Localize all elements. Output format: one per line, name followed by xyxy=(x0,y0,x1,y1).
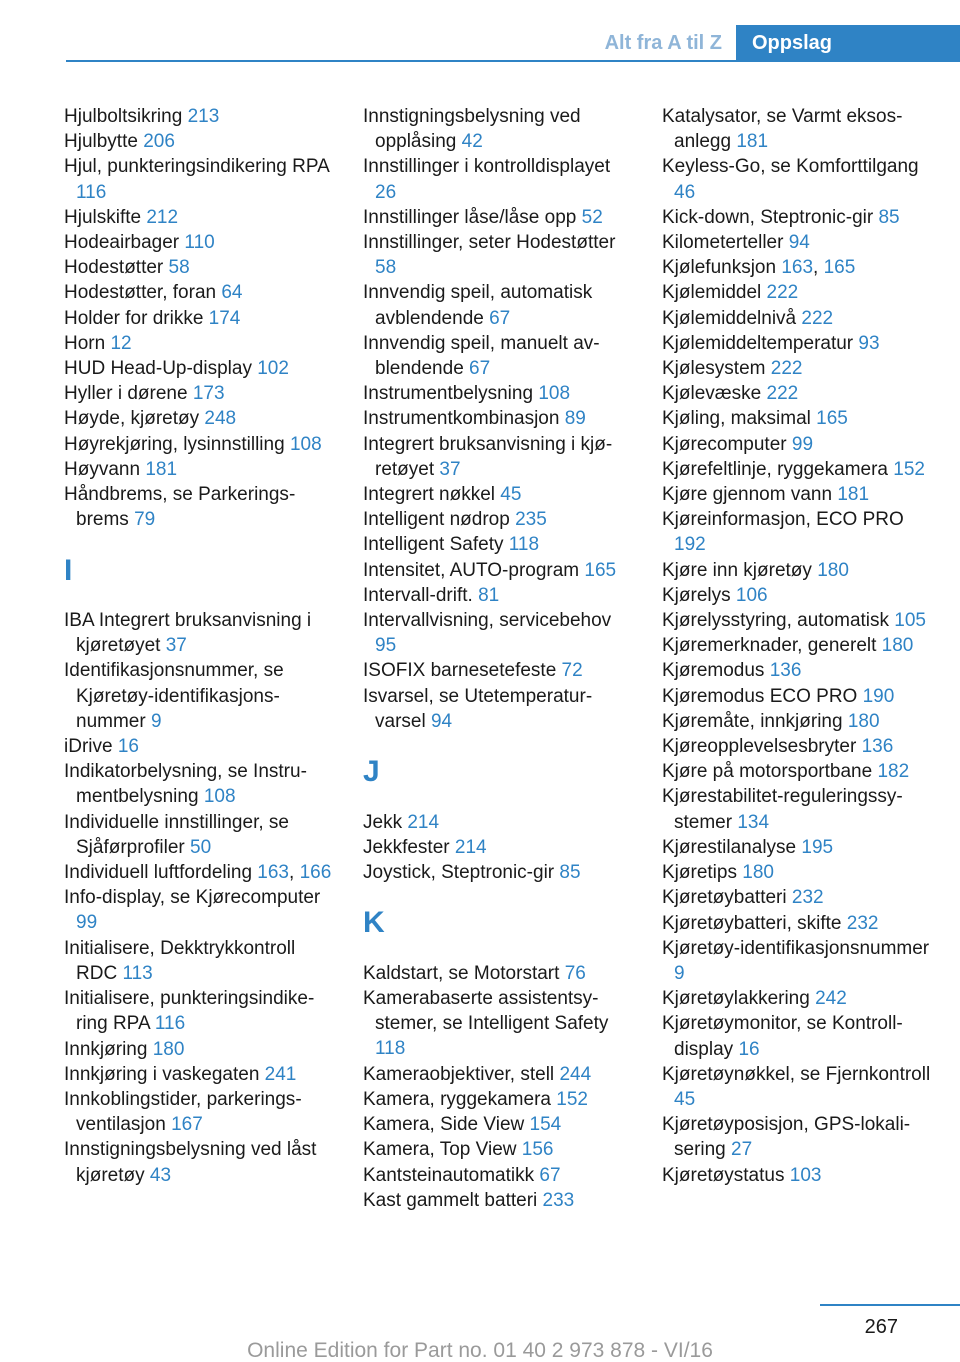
index-entry xyxy=(64,986,334,1036)
index-entry xyxy=(64,356,334,381)
page-link[interactable]: 136 xyxy=(769,660,802,682)
index-entry xyxy=(64,432,334,457)
page-link[interactable]: 37 xyxy=(439,458,461,480)
index-entry xyxy=(363,1112,635,1137)
entry-term: Horn xyxy=(64,332,106,354)
page-link[interactable]: 67 xyxy=(489,307,511,329)
page-link[interactable]: 108 xyxy=(203,786,236,808)
section-letter: I xyxy=(64,553,73,587)
entry-term: Kjørelysstyring, automatisk xyxy=(662,610,890,632)
index-entry xyxy=(363,1062,635,1087)
index-entry xyxy=(363,810,635,835)
page-link[interactable]: 163 xyxy=(781,257,814,279)
page-link[interactable]: 105 xyxy=(894,610,926,632)
index-entry xyxy=(363,154,635,204)
section-letter: K xyxy=(363,906,385,940)
entry-term: Kameraobjektiver, stell xyxy=(363,1063,555,1085)
index-entry xyxy=(662,1062,938,1112)
page-link[interactable]: 89 xyxy=(564,408,586,430)
index-entry xyxy=(363,507,635,532)
index-entry xyxy=(64,255,334,280)
index-entry xyxy=(662,784,938,834)
page-link[interactable]: 27 xyxy=(731,1139,753,1161)
entry-term: IBA Integrert bruksanvisning i kjøretøyet xyxy=(64,610,312,657)
index-entry xyxy=(64,457,334,482)
index-entry xyxy=(662,104,938,154)
page-link[interactable]: 76 xyxy=(564,962,586,984)
entry-term: Keyless-Go, se Komforttilgang xyxy=(662,156,919,178)
entry-term: HUD Head-Up-display xyxy=(64,358,252,380)
page-link[interactable]: 110 xyxy=(184,232,215,254)
index-entry xyxy=(64,406,334,431)
index-entry xyxy=(363,381,635,406)
index-entry xyxy=(662,457,938,482)
page-link[interactable]: 152 xyxy=(893,458,925,480)
index-entry xyxy=(363,558,635,583)
page-link[interactable]: 99 xyxy=(76,912,98,934)
page-link[interactable]: 214 xyxy=(454,836,487,858)
page-link[interactable]: 206 xyxy=(143,131,175,153)
entry-term: Kjøretøybatteri xyxy=(662,887,787,909)
footer-watermark: Online Edition for Part no. 01 40 2 973 878 - VI/16 xyxy=(247,1339,713,1362)
index-entry xyxy=(662,507,938,557)
page-link[interactable]: 163 xyxy=(257,862,289,884)
entry-term: Initialisere, Dekktrykkontroll RDC xyxy=(64,937,296,984)
page-link[interactable]: 180 xyxy=(152,1038,185,1060)
page-link[interactable]: 79 xyxy=(134,509,156,531)
index-column-1 xyxy=(64,104,334,1188)
entry-term: Kjølesystem xyxy=(662,358,766,380)
entry-term: Kjøretøy-identifikasjonsnummer xyxy=(662,937,930,959)
entry-term: Kjøretøymonitor, se Kontrolldisplay xyxy=(662,1013,903,1060)
index-entry xyxy=(363,684,635,734)
index-entry xyxy=(64,1137,334,1187)
index-entry xyxy=(64,306,334,331)
index-entry xyxy=(363,860,635,885)
index-entry xyxy=(363,1188,635,1213)
page-link[interactable]: 166 xyxy=(299,862,332,884)
page-link[interactable]: 222 xyxy=(770,358,803,380)
page-link[interactable]: 174 xyxy=(208,307,241,329)
index-entry xyxy=(363,406,635,431)
index-entry xyxy=(363,1163,635,1188)
index-entry xyxy=(662,356,938,381)
page-link[interactable]: 222 xyxy=(766,383,799,405)
page-link[interactable]: 99 xyxy=(791,433,814,455)
entry-term: Holder for drikke xyxy=(64,307,204,329)
page-link[interactable]: 9 xyxy=(150,710,162,732)
page-link[interactable]: 222 xyxy=(801,307,834,329)
entry-term: Jekkfester xyxy=(363,836,450,858)
page-link[interactable]: 94 xyxy=(430,710,453,732)
section-letter: J xyxy=(363,755,380,789)
entry-term: Indikatorbelysning, se Instrumentbelysning xyxy=(64,761,307,808)
entry-term: Kaldstart, se Motorstart xyxy=(363,962,560,984)
page-link[interactable]: 214 xyxy=(407,811,440,833)
page-link[interactable]: 180 xyxy=(847,710,880,732)
entry-term: Instrumentbelysning xyxy=(363,383,534,405)
page-link[interactable]: 180 xyxy=(817,559,849,581)
entry-term: Kjøretøynøkkel, se Fjernkontroll xyxy=(662,1063,931,1085)
index-entry xyxy=(64,280,334,305)
entry-term: iDrive xyxy=(64,736,113,758)
page-link[interactable]: 95 xyxy=(375,635,397,657)
entry-term: Intervallvisning, servicebehov xyxy=(363,610,612,632)
page-link[interactable]: 181 xyxy=(736,131,769,153)
index-entry xyxy=(64,759,334,809)
page-link[interactable]: 108 xyxy=(538,383,571,405)
page-link[interactable]: 222 xyxy=(766,282,799,304)
entry-term: Identifikasjonsnummer, se Kjøretøy-identifikasjonsnummer xyxy=(64,660,284,732)
page-link[interactable]: 242 xyxy=(815,988,847,1010)
index-entry xyxy=(64,1037,334,1062)
entry-term: Kjøremodus ECO PRO xyxy=(662,685,858,707)
page-link[interactable]: 244 xyxy=(559,1063,592,1085)
page-link[interactable]: 192 xyxy=(674,534,706,556)
entry-term: Info-display, se Kjørecomputer xyxy=(64,887,321,909)
index-entry xyxy=(64,230,334,255)
index-entry xyxy=(363,583,635,608)
entry-term: Hodeairbager xyxy=(64,232,180,254)
entry-term: Kjølemiddelnivå xyxy=(662,307,797,329)
index-column-3 xyxy=(662,104,938,1188)
index-entry xyxy=(64,104,334,129)
entry-term: ISOFIX barnesetefeste xyxy=(363,660,557,682)
page-link[interactable]: 213 xyxy=(187,106,220,127)
entry-term: Innvendig speil, automatisk avblendende xyxy=(363,282,593,329)
page-link[interactable]: 113 xyxy=(122,962,153,984)
page-link[interactable]: 165 xyxy=(823,257,856,279)
entry-term: Kjølefunksjon xyxy=(662,257,777,279)
page-link[interactable]: 94 xyxy=(788,232,810,254)
page-link[interactable]: 67 xyxy=(539,1164,561,1186)
index-entry xyxy=(662,608,938,633)
entry-term: Kick-down, Steptronic-gir xyxy=(662,206,874,228)
index-entry xyxy=(64,936,334,986)
index-entry xyxy=(363,432,635,482)
page-link[interactable]: 81 xyxy=(478,584,500,606)
entry-term: Kjøre på motorsportbane xyxy=(662,761,873,783)
index-entry xyxy=(662,280,938,305)
page-link[interactable]: 45 xyxy=(674,1088,696,1110)
index-entry: Kjølefunksjon 163, 165 xyxy=(662,257,856,279)
page-link[interactable]: 46 xyxy=(674,181,696,203)
page-number: 267 xyxy=(864,1316,898,1338)
entry-term: Innstigningsbelysning ved opplåsing xyxy=(363,106,581,153)
index-entry xyxy=(363,331,635,381)
entry-term: Innkoblingstider, parkeringsventilasjon xyxy=(64,1088,302,1136)
entry-term: Kjøreinformasjon, ECO PRO xyxy=(662,509,904,531)
entry-term: Kilometerteller xyxy=(662,232,784,254)
entry-term: Kast gammelt batteri xyxy=(363,1189,538,1211)
page-link[interactable]: 181 xyxy=(837,484,870,506)
page-link[interactable]: 64 xyxy=(221,282,243,304)
index-entry xyxy=(64,154,334,204)
page-link[interactable]: 173 xyxy=(192,383,225,405)
entry-term: Kjøremerknader, generelt xyxy=(662,635,877,657)
entry-term: Innstillinger, seter Hodestøtter xyxy=(363,232,616,254)
entry-term: Kjøre inn kjøretøy xyxy=(662,559,812,581)
entry-term: Kamera, ryggekamera xyxy=(363,1088,551,1110)
index-entry xyxy=(363,104,635,154)
index-entry xyxy=(662,432,938,457)
page-link[interactable]: 58 xyxy=(168,257,190,279)
page-link[interactable]: 241 xyxy=(264,1063,297,1085)
page-link[interactable]: 190 xyxy=(862,685,895,707)
entry-term: Intelligent Safety xyxy=(363,534,504,556)
entry-term: Innstillinger låse/låse opp xyxy=(363,206,577,228)
entry-term: Kamerabaserte assistentsystemer, se Intelligent Safety xyxy=(363,988,609,1035)
entry-term: Hodestøtter xyxy=(64,257,164,279)
index-entry xyxy=(64,381,334,406)
page-link[interactable]: 103 xyxy=(789,1164,822,1186)
index-entry xyxy=(662,381,938,406)
page-link[interactable]: 180 xyxy=(881,635,914,657)
page-link[interactable]: 154 xyxy=(529,1114,562,1136)
entry-term: Integrert bruksanvisning i kjøretøyet xyxy=(363,433,613,480)
entry-term: Initialisere, punkteringsindikering RPA xyxy=(64,988,315,1035)
entry-term: Håndbrems, se Parkeringsbrems xyxy=(64,484,296,531)
page-link[interactable]: 72 xyxy=(561,660,583,682)
index-entry xyxy=(64,885,334,935)
index-entry xyxy=(662,1163,938,1188)
page-link[interactable]: 156 xyxy=(521,1139,554,1161)
entry-term: Jekk xyxy=(363,811,403,833)
page-link[interactable]: 212 xyxy=(146,206,179,228)
index-entry xyxy=(363,608,635,658)
page-link[interactable]: 16 xyxy=(738,1038,760,1060)
index-entry xyxy=(363,280,635,330)
index-entry xyxy=(64,331,334,356)
entry-term: Hjulboltsikring xyxy=(64,106,183,127)
page-link[interactable]: 93 xyxy=(858,332,880,354)
entry-term: Kantsteinautomatikk xyxy=(363,1164,535,1186)
entry-term: Hyller i dørene xyxy=(64,383,188,405)
entry-term: Innkjøring i vaskegaten xyxy=(64,1063,260,1085)
index-entry xyxy=(363,532,635,557)
page-link[interactable]: 118 xyxy=(375,1038,406,1060)
page-link[interactable]: 248 xyxy=(204,408,237,430)
page-link[interactable]: 85 xyxy=(559,862,581,884)
index-entry xyxy=(64,482,334,532)
entry-term: Kjøretøystatus xyxy=(662,1164,785,1186)
page-link[interactable]: 43 xyxy=(149,1164,172,1186)
page-link[interactable]: 136 xyxy=(861,736,894,758)
entry-term: Innkjøring xyxy=(64,1038,148,1060)
page-link[interactable]: 152 xyxy=(556,1088,588,1110)
index-entry xyxy=(662,406,938,431)
entry-term: Kjøremodus xyxy=(662,660,765,682)
index-entry xyxy=(64,810,334,860)
entry-term: Hodestøtter, foran xyxy=(64,282,217,304)
entry-term: Kamera, Side View xyxy=(363,1114,525,1136)
index-entry xyxy=(64,734,334,759)
entry-term: Katalysator, se Varmt eksosanlegg xyxy=(662,106,903,153)
entry-term: Instrumentkombinasjon xyxy=(363,408,560,430)
entry-term: Intervall-drift. xyxy=(363,584,473,606)
index-entry xyxy=(662,835,938,860)
entry-term: Hjulbytte xyxy=(64,131,138,153)
page-link[interactable]: 165 xyxy=(816,408,848,430)
index-entry xyxy=(64,1087,334,1137)
index-entry xyxy=(662,885,938,910)
page-link[interactable]: 85 xyxy=(878,206,900,228)
page-link[interactable]: 45 xyxy=(500,484,522,506)
index-entry xyxy=(662,205,938,230)
page-link[interactable]: 235 xyxy=(515,509,547,531)
entry-term: Høyrekjøring, lysinnstilling xyxy=(64,433,285,455)
page-link[interactable]: 9 xyxy=(674,962,685,984)
index-entry xyxy=(662,154,938,204)
index-entry xyxy=(363,835,635,860)
index-entry xyxy=(64,1062,334,1087)
entry-term: Individuelle innstillinger, se Sjåførprofiler xyxy=(64,811,289,858)
entry-term: Kjølevæske xyxy=(662,383,762,405)
entry-term: Kjøremåte, innkjøring xyxy=(662,710,843,732)
index-entry xyxy=(363,205,635,230)
entry-term: Kjølemiddel xyxy=(662,282,762,304)
page-link[interactable]: 195 xyxy=(801,836,834,858)
index-entry xyxy=(662,860,938,885)
index-entry xyxy=(662,658,938,683)
page-link[interactable]: 26 xyxy=(375,181,397,203)
entry-term: Kjørestabilitet-reguleringssystemer xyxy=(662,786,903,833)
index-entry xyxy=(662,936,938,986)
entry-term: Kjøling, maksimal xyxy=(662,408,811,430)
page-link[interactable]: 58 xyxy=(375,257,397,279)
index-entry xyxy=(662,684,938,709)
page-link[interactable]: 52 xyxy=(581,206,603,228)
index-column-2 xyxy=(363,104,635,1213)
page-link[interactable]: 181 xyxy=(145,458,178,480)
entry-term: Kjøre gjennom vann xyxy=(662,484,833,506)
index-entry: Individuell luftfordeling 163, 166 xyxy=(64,862,332,884)
entry-term: Hjulskifte xyxy=(64,206,142,228)
entry-term: Integrert nøkkel xyxy=(363,484,495,506)
entry-term: Kjøretøybatteri, skifte xyxy=(662,912,842,934)
header-rule xyxy=(66,60,960,62)
index-entry xyxy=(662,734,938,759)
page-link[interactable]: 232 xyxy=(846,912,879,934)
index-entry xyxy=(363,961,635,986)
index-entry xyxy=(64,658,334,734)
page-link[interactable]: 233 xyxy=(542,1189,575,1211)
page-link[interactable]: 12 xyxy=(110,332,132,354)
entry-term: Isvarsel, se Utetemperaturvarsel xyxy=(363,685,593,732)
entry-term: Kjørestilanalyse xyxy=(662,836,797,858)
page-link[interactable]: 42 xyxy=(461,131,483,153)
header-section-title: Alt fra A til Z xyxy=(604,32,722,54)
entry-term: Kjørelys xyxy=(662,584,731,606)
page-link[interactable]: 232 xyxy=(791,887,824,909)
index-entry xyxy=(662,306,938,331)
entry-term: Kjøretøylakkering xyxy=(662,988,810,1010)
page-link[interactable]: 16 xyxy=(117,736,139,758)
page-link[interactable]: 102 xyxy=(257,358,289,380)
index-entry xyxy=(363,986,635,1062)
entry-term: Kjøretips xyxy=(662,862,737,884)
entry-term: Kjøretøyposisjon, GPS-lokalisering xyxy=(662,1114,911,1161)
index-entry xyxy=(662,230,938,255)
index-entry xyxy=(363,482,635,507)
entry-term: Individuell luftfordeling xyxy=(64,862,253,884)
page-link[interactable]: 37 xyxy=(165,635,187,657)
index-entry xyxy=(662,1112,938,1162)
index-entry xyxy=(64,205,334,230)
entry-term: Hjul, punkteringsindikering RPA xyxy=(64,156,329,178)
page-link[interactable]: 180 xyxy=(742,862,774,884)
page-link[interactable]: 108 xyxy=(289,433,322,455)
index-entry xyxy=(662,482,938,507)
index-entry xyxy=(662,709,938,734)
entry-term: Intelligent nødrop xyxy=(363,509,510,531)
index-entry xyxy=(662,759,938,784)
entry-term: Høyde, kjøretøy xyxy=(64,408,200,430)
entry-term: Innstigningsbelysning ved låst kjøretøy xyxy=(64,1139,317,1186)
page-link[interactable]: 182 xyxy=(877,761,910,783)
index-entry xyxy=(662,1011,938,1061)
index-entry xyxy=(662,911,938,936)
entry-term: Joystick, Steptronic-gir xyxy=(363,862,555,884)
index-entry xyxy=(64,608,334,658)
entry-term: Kjørecomputer xyxy=(662,433,787,455)
page-link[interactable]: 167 xyxy=(171,1114,203,1136)
page-link[interactable]: 67 xyxy=(469,358,491,380)
index-entry xyxy=(662,558,938,583)
entry-term: Innvendig speil, manuelt avblendende xyxy=(363,332,600,380)
index-entry xyxy=(363,658,635,683)
entry-term: Høyvann xyxy=(64,458,141,480)
page-link[interactable]: 106 xyxy=(735,584,768,606)
entry-term: Intensitet, AUTO-program xyxy=(363,559,580,581)
entry-term: Kjølemiddeltemperatur xyxy=(662,332,854,354)
index-entry xyxy=(363,1137,635,1162)
page-link[interactable]: 134 xyxy=(737,811,770,833)
index-entry xyxy=(64,129,334,154)
footer-rule xyxy=(820,1304,960,1306)
entry-term: Kjørefeltlinje, ryggekamera xyxy=(662,458,888,480)
page-link[interactable]: 118 xyxy=(508,534,540,556)
index-entry xyxy=(363,230,635,280)
index-entry xyxy=(662,331,938,356)
index-entry xyxy=(363,1087,635,1112)
entry-term: Kamera, Top View xyxy=(363,1139,517,1161)
index-entry xyxy=(662,986,938,1011)
entry-term: Kjøreopplevelsesbryter xyxy=(662,736,857,758)
header-chapter-tab[interactable]: Oppslag xyxy=(736,25,960,61)
page-link[interactable]: 116 xyxy=(76,181,107,203)
page-link[interactable]: 50 xyxy=(190,836,212,858)
index-entry xyxy=(662,583,938,608)
page-link[interactable]: 165 xyxy=(584,559,617,581)
page-link[interactable]: 116 xyxy=(154,1013,186,1035)
entry-term: Innstillinger i kontrolldisplayet xyxy=(363,156,611,178)
index-entry xyxy=(662,633,938,658)
